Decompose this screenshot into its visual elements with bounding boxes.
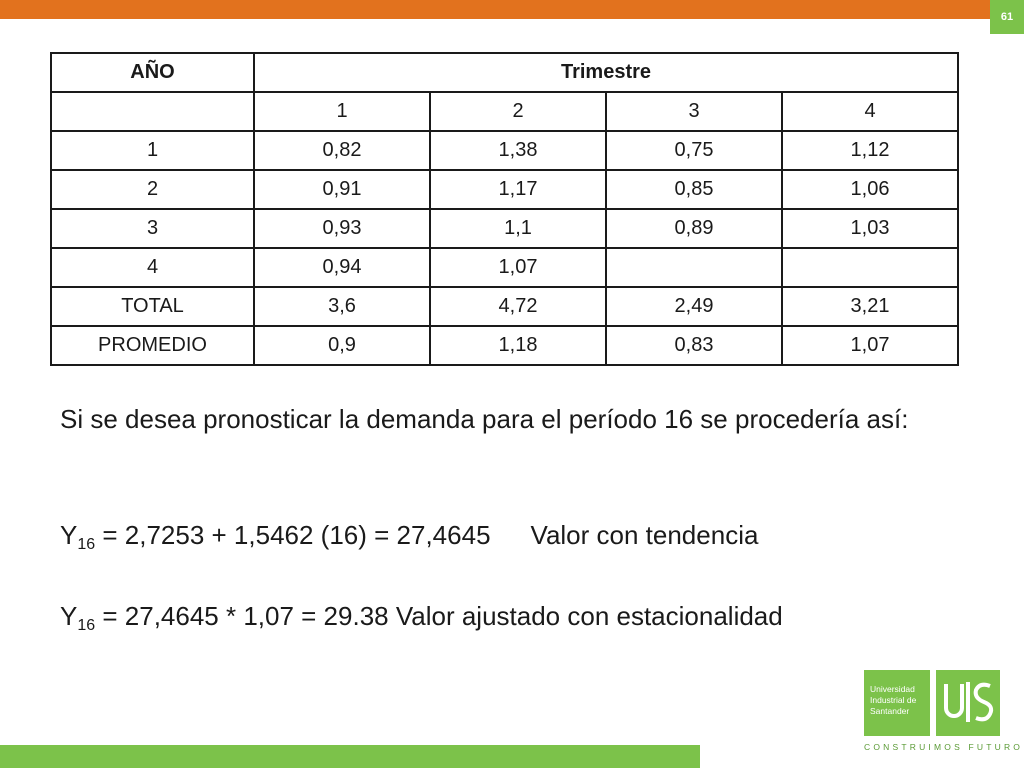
quarter-label: 2 (430, 92, 606, 131)
logo-line: Universidad (870, 684, 915, 694)
table-cell: 1,07 (782, 326, 958, 365)
table-cell: 1,06 (782, 170, 958, 209)
table-cell: 0,93 (254, 209, 430, 248)
table-cell (606, 248, 782, 287)
table-header-row (51, 53, 958, 92)
top-accent-bar (0, 0, 990, 19)
table-cell: 1,03 (782, 209, 958, 248)
table-cell: 0,82 (254, 131, 430, 170)
quarter-label: 3 (606, 92, 782, 131)
intro-text: Si se desea pronosticar la demanda para el período 16 se procedería así: (60, 404, 909, 434)
table-cell: 3,6 (254, 287, 430, 326)
row-label: PROMEDIO (51, 326, 254, 365)
seasonal-index-table (50, 52, 959, 366)
eq1-note: Valor con tendencia (530, 520, 759, 550)
uis-logo-icon (936, 670, 1000, 736)
row-label: TOTAL (51, 287, 254, 326)
table-cell: 1,1 (430, 209, 606, 248)
row-label: 2 (51, 170, 254, 209)
table-cell: 1,12 (782, 131, 958, 170)
header-year: AÑO (51, 53, 254, 92)
table-cell: 4,72 (430, 287, 606, 326)
row-label: 1 (51, 131, 254, 170)
table-cell: 1,07 (430, 248, 606, 287)
quarter-row (51, 92, 958, 131)
tagline: CONSTRUIMOS FUTURO (864, 742, 1024, 752)
table-cell: 0,91 (254, 170, 430, 209)
eq1-sub: 16 (77, 536, 96, 553)
table-cell: 0,75 (606, 131, 782, 170)
logo-line: Industrial de (870, 695, 917, 705)
table-cell: 0,89 (606, 209, 782, 248)
intro-paragraph (60, 402, 960, 436)
table-cell: 0,83 (606, 326, 782, 365)
table-cell: 2,49 (606, 287, 782, 326)
table-cell: 1,18 (430, 326, 606, 365)
row-label: 4 (51, 248, 254, 287)
eq2-var: Y (60, 601, 78, 631)
header-trimestre: Trimestre (254, 53, 958, 92)
table-cell (782, 248, 958, 287)
table-cell: 1,38 (430, 131, 606, 170)
table-row (51, 131, 958, 170)
row-label: 3 (51, 209, 254, 248)
university-logo-text (864, 670, 930, 736)
quarter-label: 4 (782, 92, 958, 131)
table-row (51, 170, 958, 209)
average-row (51, 326, 958, 365)
logo-line: Santander (870, 706, 910, 716)
equation-trend (60, 520, 758, 554)
table-cell: 0,94 (254, 248, 430, 287)
table-cell: 1,17 (430, 170, 606, 209)
table-cell: 0,9 (254, 326, 430, 365)
table-row (51, 209, 958, 248)
table-cell: 0,85 (606, 170, 782, 209)
quarter-label: 1 (254, 92, 430, 131)
empty-cell (51, 92, 254, 131)
eq1-expr: = 2,7253 + 1,5462 (16) = 27,4645 (95, 520, 491, 550)
table-cell: 3,21 (782, 287, 958, 326)
bottom-accent-bar (0, 745, 700, 768)
page-number: 61 (990, 0, 1024, 34)
eq1-var: Y (60, 520, 78, 550)
table-row (51, 248, 958, 287)
total-row (51, 287, 958, 326)
equation-seasonal (60, 601, 783, 635)
eq2-sub: 16 (77, 617, 96, 634)
eq2-expr: = 27,4645 * 1,07 = 29.38 Valor ajustado con estacionalidad (95, 601, 783, 631)
